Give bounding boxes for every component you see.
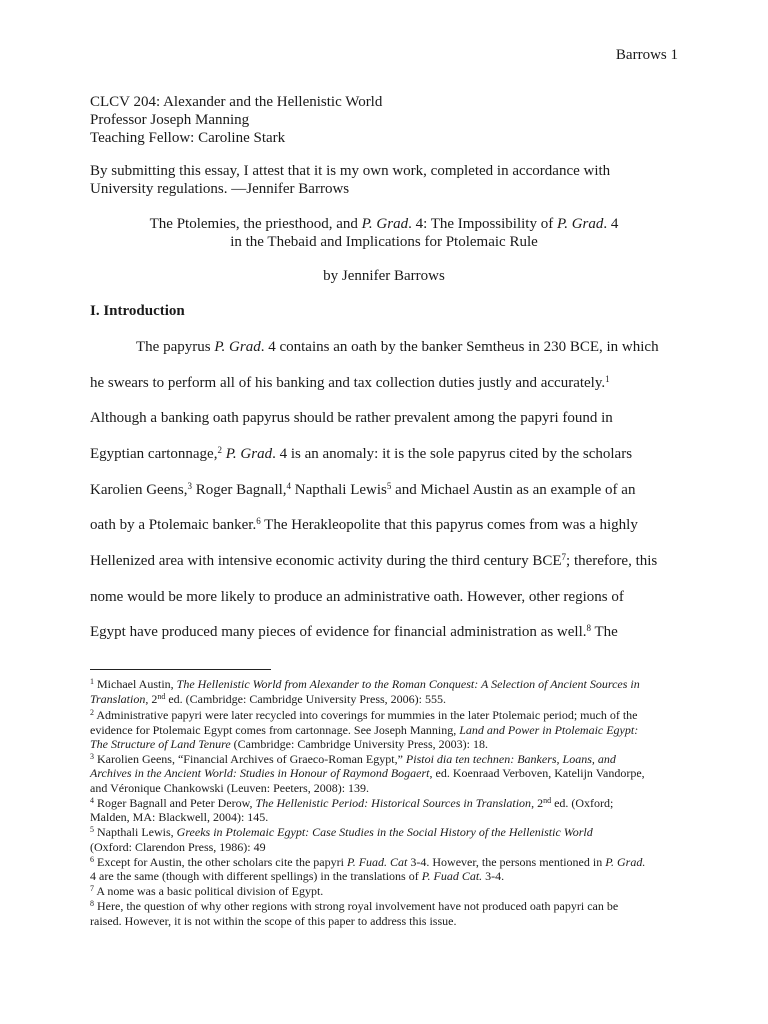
body-italic: P. Grad xyxy=(225,446,273,462)
body-line-2 xyxy=(90,374,610,392)
footnote-number: 5 xyxy=(90,825,94,834)
body-line-5 xyxy=(90,481,635,499)
footnote-italic: Land and Power in Ptolemaic Egypt: xyxy=(459,723,639,737)
body-text: Napthali Lewis xyxy=(291,482,387,498)
byline: by Jennifer Barrows xyxy=(323,268,445,284)
footnote-3-line-2 xyxy=(90,766,645,780)
footnote-text: Here, the question of why other regions with strong royal involvement have not produced oath papyri can be xyxy=(94,899,619,913)
running-head: Barrows 1 xyxy=(615,47,678,63)
footnote-ref[interactable]: 7 xyxy=(561,552,567,562)
footnote-italic: The Structure of Land Tenure xyxy=(90,737,231,751)
footnote-italic: Pistoi dia ten technen: Bankers, Loans, and xyxy=(405,752,616,766)
body-line-9 xyxy=(90,623,618,641)
footnote-ref[interactable]: 8 xyxy=(586,623,591,633)
footnote-text: ed. (Cambridge: Cambridge University Press, 2006): 555. xyxy=(165,692,446,706)
footnote-italic: Greeks in Ptolemaic Egypt: Case Studies in the Social History of the Hellenistic World xyxy=(176,825,593,839)
footnote-text: Napthali Lewis, xyxy=(94,825,177,839)
footnote-text: (Cambridge: Cambridge University Press, 2003): 18. xyxy=(230,737,488,751)
footnote-1-line-2 xyxy=(90,692,446,706)
body-line-7 xyxy=(90,552,657,570)
body-text: . 4 contains an oath by the banker Semtheus in 230 BCE, in which xyxy=(260,339,659,355)
footnote-3-line-3: and Véronique Chankowski (Leuven: Peeters, 2008): 139. xyxy=(90,781,370,795)
footnote-text: , 2 xyxy=(145,692,158,706)
footnote-text: 3-4. However, the persons mentioned in xyxy=(407,855,606,869)
title-italic: P. Grad xyxy=(361,216,409,232)
body-line-1 xyxy=(136,338,659,356)
body-text: The Herakleopolite that this papyrus comes from was a highly xyxy=(260,517,638,533)
body-line-8: nome would be more likely to produce an administrative oath. However, other regions of xyxy=(90,589,624,605)
footnote-italic: Translation xyxy=(90,692,146,706)
footnote-italic: Archives in the Ancient World: Studies in Honour of Raymond Bogaert xyxy=(90,766,430,780)
body-text: Hellenized area with intensive economic activity during the third century BCE xyxy=(90,553,562,569)
body-text: The xyxy=(591,624,618,640)
body-text: The papyrus xyxy=(136,339,215,355)
body-italic: P. Grad xyxy=(214,339,261,355)
body-text: he swears to perform all of his banking and tax collection duties justly and accurately. xyxy=(90,375,606,391)
footnote-5-line-1 xyxy=(90,825,593,839)
footnote-2-line-3 xyxy=(90,737,488,751)
footnote-ref[interactable]: 3 xyxy=(187,481,192,491)
section-heading: I. Introduction xyxy=(90,303,185,319)
ordinal-suffix: nd xyxy=(543,796,552,805)
body-text: ; therefore, this xyxy=(566,553,658,569)
footnote-text: , ed. Koenraad Verboven, Katelijn Vandorpe, xyxy=(429,766,645,780)
body-text: Karolien Geens, xyxy=(90,482,188,498)
footnote-number: 2 xyxy=(90,708,94,717)
footnote-text: Karolien Geens, “Financial Archives of Graeco-Roman Egypt,” xyxy=(94,752,406,766)
footnote-number: 1 xyxy=(90,677,94,686)
footnote-6-line-2 xyxy=(90,869,504,883)
footnote-text: 4 are the same (though with different spellings) in the translations of xyxy=(90,869,422,883)
title-text: . 4 xyxy=(603,216,619,232)
footnote-italic: P. Fuad. Cat xyxy=(346,855,408,869)
body-text: and Michael Austin as an example of an xyxy=(391,482,636,498)
footnote-text: Administrative papyri were later recycled into coverings for mummies in the later Ptolemaic period; much of the xyxy=(94,708,638,722)
footnote-text: Except for Austin, the other scholars cite the papyri xyxy=(94,855,347,869)
footnote-number: 8 xyxy=(90,899,94,908)
footnote-ref[interactable]: 5 xyxy=(386,481,392,491)
footnote-number: 6 xyxy=(90,855,94,864)
footnote-5-line-2: (Oxford: Clarendon Press, 1986): 49 xyxy=(90,840,266,854)
footnote-ref[interactable]: 2 xyxy=(217,445,222,455)
body-text: Egypt have produced many pieces of evidence for financial administration as well. xyxy=(90,624,587,640)
body-text: . 4 is an anomaly: it is the sole papyrus cited by the scholars xyxy=(272,446,633,462)
footnote-ref[interactable]: 4 xyxy=(286,481,292,491)
footnote-number: 3 xyxy=(90,752,94,761)
teaching-fellow-line: Teaching Fellow: Caroline Stark xyxy=(90,130,286,146)
professor-line: Professor Joseph Manning xyxy=(90,112,250,128)
footnote-text: ed. (Oxford; xyxy=(551,796,614,810)
footnote-italic: P. Fuad Cat. xyxy=(421,869,483,883)
footnote-8-line-2: raised. However, it is not within the scope of this paper to address this issue. xyxy=(90,914,457,928)
attestation-line-1: By submitting this essay, I attest that it is my own work, completed in accordance with xyxy=(90,163,611,179)
footnote-8-line-1 xyxy=(90,899,618,913)
essay-title-line-2: in the Thebaid and Implications for Ptolemaic Rule xyxy=(230,234,538,250)
title-text: The Ptolemies, the priesthood, and xyxy=(149,216,362,232)
footnote-text: 3-4. xyxy=(482,869,505,883)
body-text: Roger Bagnall, xyxy=(191,482,287,498)
footnote-number: 4 xyxy=(90,796,94,805)
footnote-6-line-1 xyxy=(90,855,645,869)
body-line-3: Although a banking oath papyrus should be rather prevalent among the papyri found in xyxy=(90,410,613,426)
footnote-italic: P. Grad. xyxy=(605,855,646,869)
title-text: . 4: The Impossibility of xyxy=(408,216,557,232)
attestation-line-2: University regulations. —Jennifer Barrows xyxy=(90,181,350,197)
ordinal-suffix: nd xyxy=(157,692,166,701)
footnote-text: Michael Austin, xyxy=(94,677,177,691)
footnote-2-line-1 xyxy=(90,708,638,722)
footnote-separator xyxy=(90,669,271,670)
course-line: CLCV 204: Alexander and the Hellenistic World xyxy=(90,94,383,110)
essay-title-line-1 xyxy=(0,215,768,233)
footnote-text: A nome was a basic political division of Egypt. xyxy=(94,884,324,898)
footnote-3-line-1 xyxy=(90,752,616,766)
title-italic: P. Grad xyxy=(556,216,604,232)
footnote-7-line-1 xyxy=(90,884,323,898)
footnote-italic: The Hellenistic World from Alexander to the Roman Conquest: A Selection of Ancient Sources in xyxy=(176,677,640,691)
footnote-2-line-2 xyxy=(90,723,638,737)
body-line-6 xyxy=(90,516,638,534)
footnote-1-line-1 xyxy=(90,677,640,691)
body-text: Egyptian cartonnage, xyxy=(90,446,218,462)
footnote-text: , 2 xyxy=(531,796,544,810)
footnote-italic: The Hellenistic Period: Historical Sources in Translation xyxy=(255,796,532,810)
body-text: oath by a Ptolemaic banker. xyxy=(90,517,257,533)
footnote-4-line-1 xyxy=(90,796,613,810)
body-line-4 xyxy=(90,445,632,463)
footnote-ref[interactable]: 6 xyxy=(256,516,261,526)
footnote-ref[interactable]: 1 xyxy=(605,374,610,384)
footnote-text: evidence for Ptolemaic Egypt comes from cartonnage. See Joseph Manning, xyxy=(90,723,460,737)
footnote-text: Roger Bagnall and Peter Derow, xyxy=(94,796,256,810)
footnote-4-line-2: Malden, MA: Blackwell, 2004): 145. xyxy=(90,810,269,824)
footnote-number: 7 xyxy=(90,884,94,893)
